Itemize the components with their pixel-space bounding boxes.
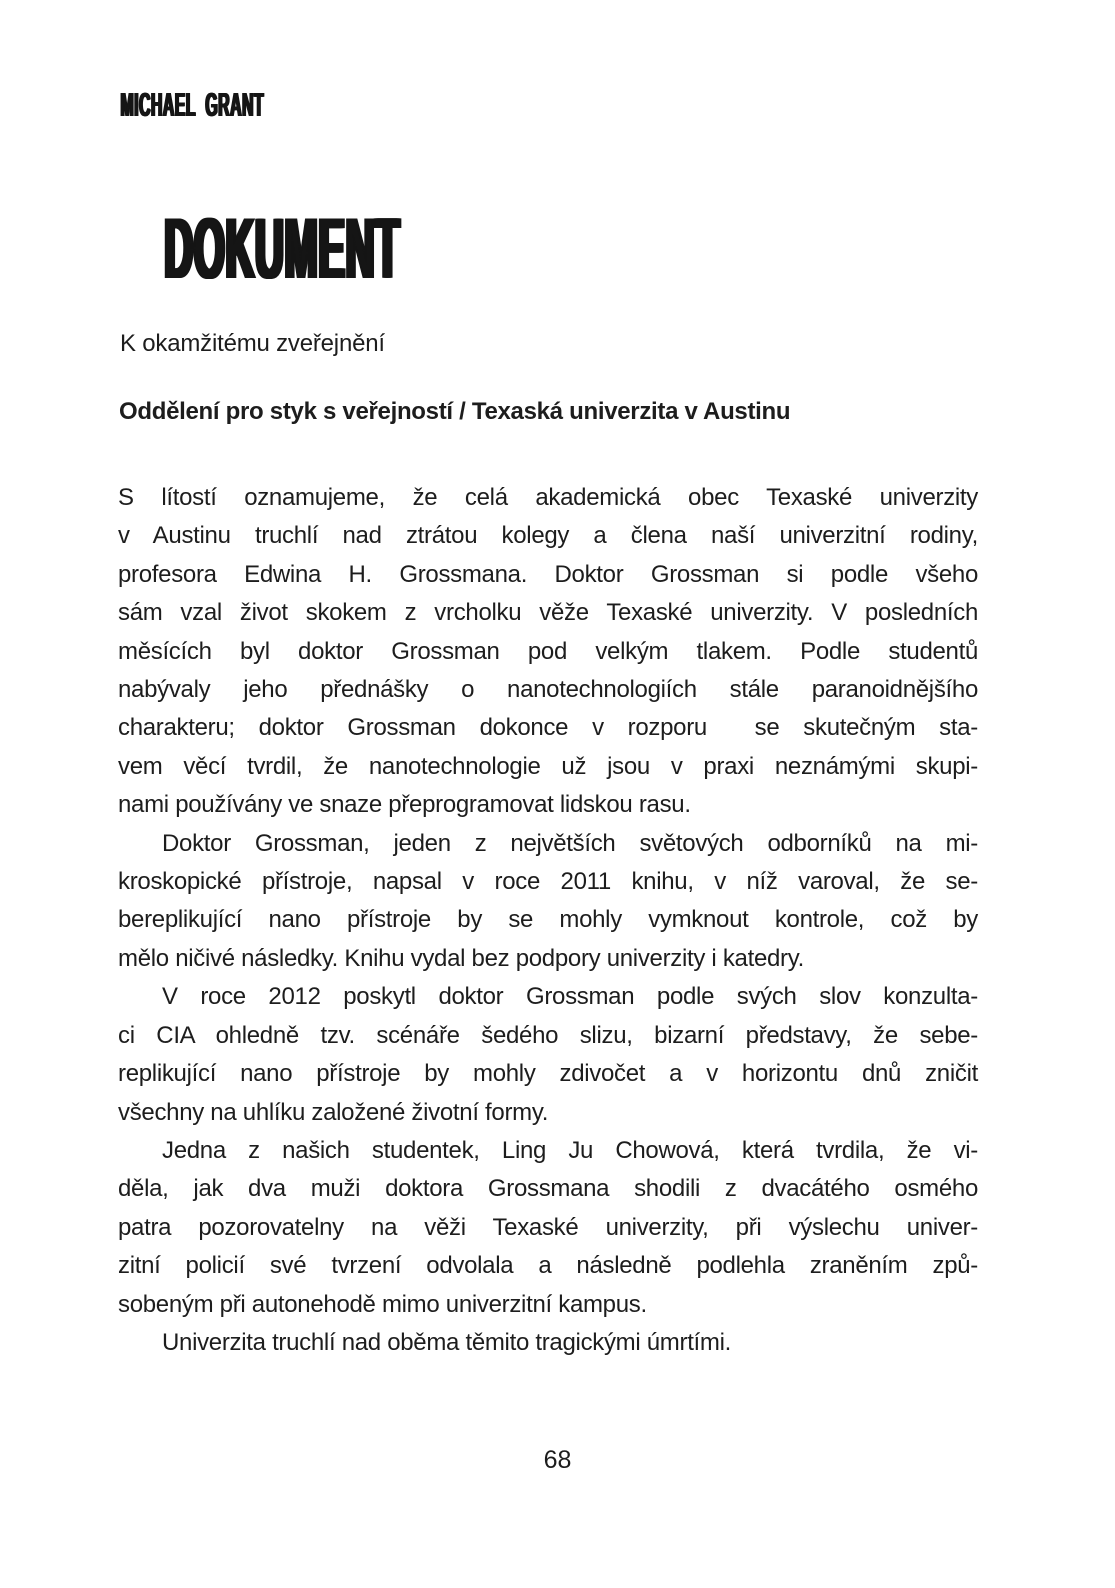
text-line: sám vzal život skokem z vrcholku věže Texaské univerzity. V posledních <box>118 599 978 627</box>
text-line: ci CIA ohledně tzv. scénáře šedého slizu, bizarní představy, že sebe- <box>118 1021 978 1049</box>
text-line: charakteru; doktor Grossman dokonce v rozporu se skutečným sta- <box>118 714 978 742</box>
text-line: patra pozorovatelny na věži Texaské univerzity, při výslechu univer- <box>118 1213 978 1241</box>
text-line: Univerzita truchlí nad oběma těmito tragickými úmrtími. <box>162 1328 732 1356</box>
paragraph <box>118 825 978 979</box>
paragraph <box>118 479 978 825</box>
byline: Oddělení pro styk s veřejností / Texaská univerzita v Austinu <box>119 398 791 425</box>
text-line: mělo ničivé následky. Knihu vydal bez podpory univerzity i katedry. <box>118 944 805 972</box>
document-body <box>118 479 978 1362</box>
paragraph <box>118 1324 978 1362</box>
text-line: Doktor Grossman, jeden z největších světových odborníků na mi- <box>162 829 978 857</box>
text-line: kroskopické přístroje, napsal v roce 2011 knihu, v níž varoval, že se- <box>118 868 978 896</box>
text-line: bereplikující nano přístroje by se mohly vymknout kontrole, což by <box>118 906 978 934</box>
chapter-title-text: DOKUMENT <box>164 201 400 297</box>
chapter-title <box>164 200 677 299</box>
page-number: 68 <box>543 1446 572 1474</box>
text-line: replikující nano přístroje by mohly zdivočet a v horizontu dnů zničit <box>118 1060 978 1088</box>
release-line: K okamžitému zveřejnění <box>120 330 385 357</box>
text-line: sobeným při autonehodě mimo univerzitní kampus. <box>118 1290 647 1318</box>
text-line: zitní policií své tvrzení odvolala a následně podlehla zraněním způ- <box>118 1252 978 1280</box>
text-line: nabývaly jeho přednášky o nanotechnologiích stále paranoidnějšího <box>118 676 978 704</box>
paragraph <box>118 1132 978 1324</box>
text-line: Jedna z našich studentek, Ling Ju Chowová, která tvrdila, že vi- <box>162 1136 978 1164</box>
text-line: nami používány ve snaze přeprogramovat lidskou rasu. <box>118 791 691 819</box>
text-line: V roce 2012 poskytl doktor Grossman podle svých slov konzulta- <box>162 983 978 1011</box>
author-header-text: MICHAEL GRANT <box>120 86 264 123</box>
text-line: v Austinu truchlí nad ztrátou kolegy a člena naší univerzitní rodiny, <box>118 522 978 550</box>
text-line: všechny na uhlíku založené životní formy. <box>118 1098 549 1126</box>
author-header <box>120 86 419 124</box>
text-line: měsících byl doktor Grossman pod velkým tlakem. Podle studentů <box>118 637 978 665</box>
text-line: vem věcí tvrdil, že nanotechnologie už jsou v praxi neznámými skupi- <box>118 752 978 780</box>
paragraph <box>118 978 978 1132</box>
text-line: profesora Edwina H. Grossmana. Doktor Grossman si podle všeho <box>118 560 978 588</box>
text-line: S lítostí oznamujeme, že celá akademická obec Texaské univerzity <box>118 484 978 511</box>
text-line: děla, jak dva muži doktora Grossmana shodili z dvacátého osmého <box>118 1175 978 1203</box>
